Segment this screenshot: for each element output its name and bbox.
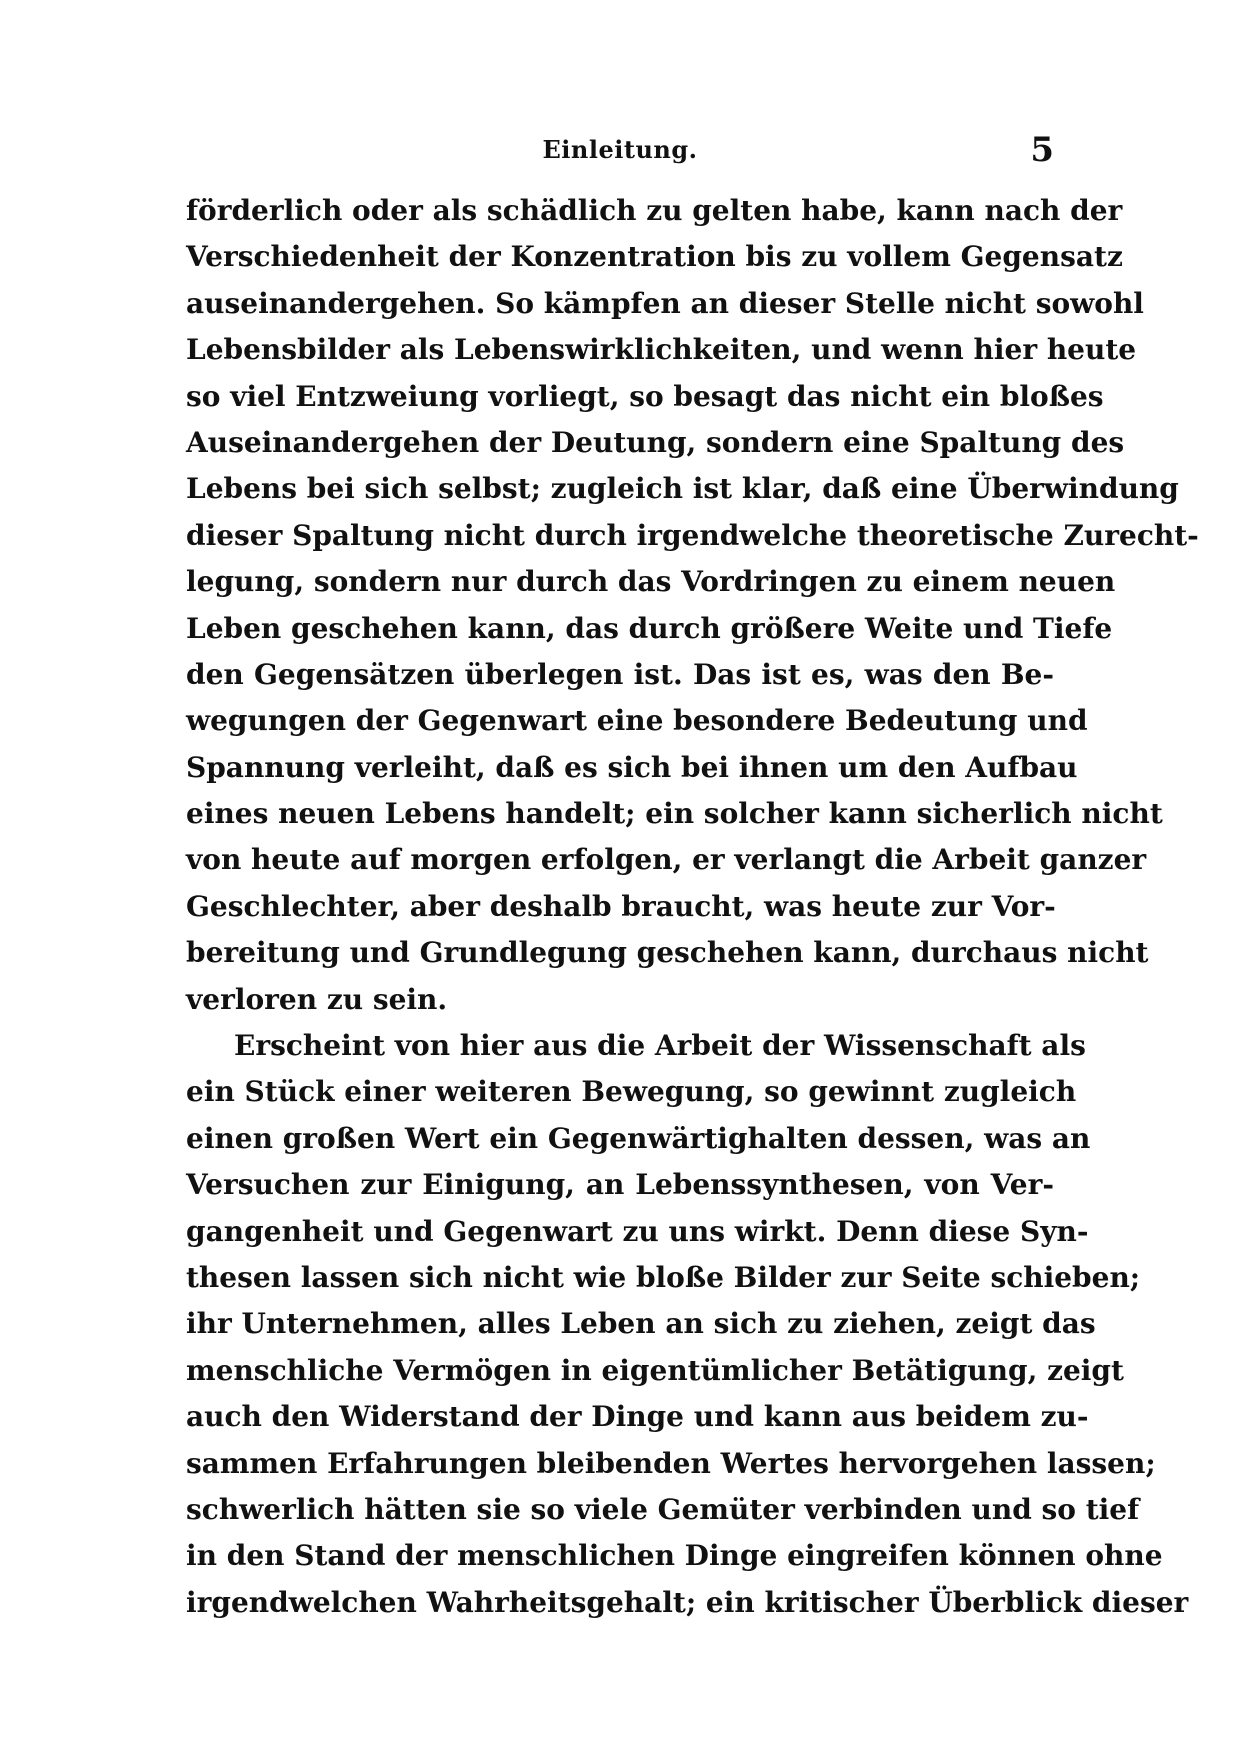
- running-head: [186, 126, 1054, 174]
- text-line: sammen Erfahrungen bleibenden Wertes hervorgehen lassen;: [186, 1446, 1156, 1480]
- text-line: einen großen Wert ein Gegenwärtighalten dessen, was an: [186, 1121, 1091, 1155]
- text-line: eines neuen Lebens handelt; ein solcher kann sicherlich nicht: [186, 797, 1163, 831]
- text-line: ihr Unternehmen, alles Leben an sich zu ziehen, zeigt das: [186, 1307, 1096, 1341]
- running-title: Einleitung.: [542, 135, 698, 164]
- body-text: [186, 188, 1199, 1626]
- text-line: bereitung und Grundlegung geschehen kann, durchaus nicht: [186, 936, 1149, 970]
- text-line: legung, sondern nur durch das Vordringen zu einem neuen: [186, 565, 1116, 599]
- text-line: ein Stück einer weiteren Bewegung, so gewinnt zugleich: [186, 1075, 1077, 1109]
- text-line: Leben geschehen kann, das durch größere Weite und Tiefe: [186, 611, 1113, 645]
- text-line: Geschlechter, aber deshalb braucht, was heute zur Vor-: [186, 889, 1056, 923]
- text-line: schwerlich hätten sie so viele Gemüter verbinden und so tief: [186, 1492, 1140, 1526]
- text-line: Versuchen zur Einigung, an Lebenssynthesen, von Ver-: [186, 1168, 1054, 1202]
- text-line: den Gegensätzen überlegen ist. Das ist es, was den Be-: [186, 657, 1054, 691]
- paragraph-1: [186, 188, 1199, 1023]
- text-line: gangenheit und Gegenwart zu uns wirkt. Denn diese Syn-: [186, 1214, 1089, 1248]
- text-line: thesen lassen sich nicht wie bloße Bilder zur Seite schieben;: [186, 1260, 1141, 1294]
- text-line: menschliche Vermögen in eigentümlicher Betätigung, zeigt: [186, 1353, 1124, 1387]
- text-line: Lebensbilder als Lebenswirklichkeiten, und wenn hier heute: [186, 333, 1137, 367]
- text-line: so viel Entzweiung vorliegt, so besagt das nicht ein bloßes: [186, 379, 1104, 413]
- paragraph-2: [186, 1023, 1189, 1626]
- text-line: verloren zu sein.: [186, 982, 448, 1016]
- text-line: Spannung verleiht, daß es sich bei ihnen um den Aufbau: [186, 750, 1078, 784]
- text-line: auseinandergehen. So kämpfen an dieser Stelle nicht sowohl: [186, 286, 1144, 320]
- text-line: Erscheint von hier aus die Arbeit der Wissenschaft als: [234, 1029, 1086, 1063]
- text-line: wegungen der Gegenwart eine besondere Bedeutung und: [186, 704, 1088, 738]
- text-line: von heute auf morgen erfolgen, er verlangt die Arbeit ganzer: [186, 843, 1147, 877]
- text-line: Verschiedenheit der Konzentration bis zu vollem Gegensatz: [186, 240, 1123, 274]
- text-line: dieser Spaltung nicht durch irgendwelche theoretische Zurecht-: [186, 518, 1199, 552]
- text-line: förderlich oder als schädlich zu gelten habe, kann nach der: [186, 194, 1123, 227]
- text-line: auch den Widerstand der Dinge und kann aus beidem zu-: [186, 1400, 1089, 1434]
- text-line: Lebens bei sich selbst; zugleich ist klar, daß eine Überwindung: [186, 472, 1179, 506]
- text-line: in den Stand der menschlichen Dinge eingreifen können ohne: [186, 1539, 1163, 1573]
- text-line: irgendwelchen Wahrheitsgehalt; ein kritischer Überblick dieser: [186, 1585, 1189, 1619]
- text-line: Auseinandergehen der Deutung, sondern eine Spaltung des: [186, 425, 1125, 459]
- page-number: 5: [1030, 130, 1054, 170]
